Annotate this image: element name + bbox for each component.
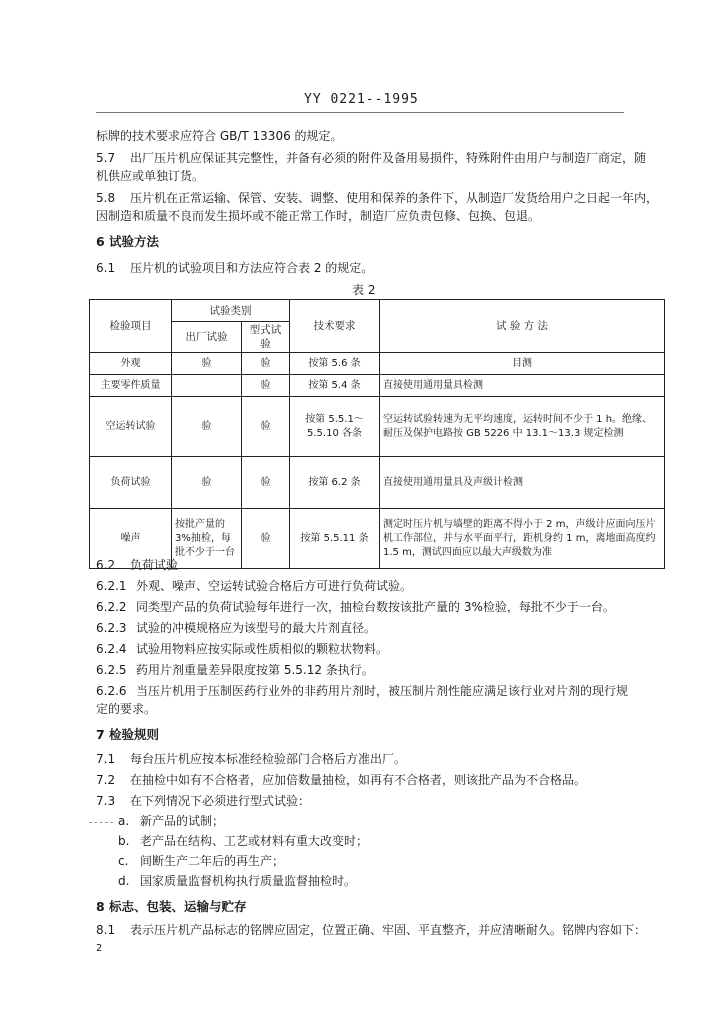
clause-7-3: [96, 793, 310, 809]
clause-6-2-6-line1: [96, 683, 628, 699]
clause-text: 出厂压片机应保证其完整性，并备有必须的附件及备用易损件，特殊附件由用户与制造厂商定，随: [130, 151, 647, 165]
clause-6-2-6-line2: 定的要求。: [96, 702, 157, 716]
cell-requirement: 按第 6.2 条: [290, 457, 380, 509]
clause-text: 同类型产品的负荷试验每年进行一次，抽检台数按该批产量的 3%检验，每批不少于一台。: [136, 600, 615, 614]
clause-number: 6.2.3: [96, 621, 127, 635]
cell-method: 空运转试验转速为无平均速度，运转时间不少于 1 h。绝缘、耐压及保护电路按 GB 5226 中 13.1～13.3 规定检测: [380, 397, 665, 457]
clause-7-2: [96, 772, 586, 788]
clause-6-2-5: [96, 662, 374, 678]
table-row: [90, 353, 665, 375]
clause-number: 7.2: [96, 773, 116, 787]
line-nameplate-req: 标牌的技术要求应符合 GB/T 13306 的规定。: [96, 129, 343, 143]
clause-text: 每台压片机应按本标准经检验部门合格后方准出厂。: [130, 752, 407, 766]
header-type-test: 型式试验: [242, 322, 290, 353]
cell-factory: 验: [172, 353, 242, 375]
clause-6-2-title: [96, 557, 178, 573]
clause-6-2-3: [96, 620, 376, 636]
case-text: 新产品的试制；: [140, 814, 225, 828]
clause-text: 试验用物料应按实际或性质相似的颗粒状物料。: [136, 642, 389, 656]
clause-8-1: [96, 922, 646, 938]
cell-factory: 按批产量的 3%抽检，每批不少于一台: [172, 509, 242, 569]
clause-number: 6.2.2: [96, 600, 127, 614]
cell-item: 噪声: [90, 509, 172, 569]
clause-6-2-4: [96, 641, 388, 657]
clause-text: 当压片机用于压制医药行业外的非药用片剂时，被压制片剂性能应满足该行业对片剂的现行规: [136, 684, 629, 698]
standard-number-header: YY 0221--1995: [304, 92, 419, 107]
clause-number: 6.2: [96, 558, 116, 572]
clause-number: 6.2.6: [96, 684, 127, 698]
clause-number: 6.2.4: [96, 642, 127, 656]
header-rule: [96, 112, 624, 113]
clause-6-2-2: [96, 599, 615, 615]
case-label: b.: [118, 834, 130, 848]
clause-number: 6.2.5: [96, 663, 127, 677]
page-number: 2: [96, 943, 103, 954]
clause-number: 5.8: [96, 191, 116, 205]
clause-number: 6.2.1: [96, 579, 127, 593]
section-6-title: 6 试验方法: [96, 234, 160, 249]
cell-method: 目测: [380, 353, 665, 375]
cell-factory: 验: [172, 397, 242, 457]
header-factory-test: 出厂试验: [172, 322, 242, 353]
cell-method: 直接使用通用量具检测: [380, 375, 665, 397]
clause-6-1: [96, 260, 373, 276]
cell-factory: [172, 375, 242, 397]
header-method: 试 验 方 法: [380, 300, 665, 353]
section-8-title: 8 标志、包装、运输与贮存: [96, 899, 247, 914]
clause-text: 表示压片机产品标志的铭牌应固定，位置正确、牢固、平直整齐，并应清晰耐久。铭牌内容如下：: [130, 923, 647, 937]
clause-text: 试验的冲模规格应为该型号的最大片剂直径。: [136, 621, 377, 635]
clause-number: 7.3: [96, 794, 116, 808]
clause-text: 压片机在正常运输、保管、安装、调整、使用和保养的条件下，从制造厂发货给用户之日起一年内，: [130, 191, 659, 205]
table-row: [90, 457, 665, 509]
table-row: [90, 375, 665, 397]
cell-item: 负荷试验: [90, 457, 172, 509]
cell-method: 直接使用通用量具及声级计检测: [380, 457, 665, 509]
cell-typetest: 验: [242, 509, 290, 569]
case-text: 国家质量监督机构执行质量监督抽检时。: [140, 874, 357, 888]
cell-requirement: 按第 5.4 条: [290, 375, 380, 397]
cell-typetest: 验: [242, 353, 290, 375]
clause-text: 在下列情况下必须进行型式试验：: [130, 794, 311, 808]
clause-text: 在抽检中如有不合格者，应加倍数量抽检，如再有不合格者，则该批产品为不合格品。: [130, 773, 587, 787]
case-label: c.: [118, 854, 129, 868]
cell-item: 外观: [90, 353, 172, 375]
clause-7-1: [96, 751, 406, 767]
clause-text: 压片机的试验项目和方法应符合表 2 的规定。: [130, 261, 374, 275]
cell-requirement: 按第 5.5.11 条: [290, 509, 380, 569]
case-text: 间断生产二年后的再生产；: [140, 854, 285, 868]
header-requirement: 技术要求: [290, 300, 380, 353]
table-caption: 表 2: [352, 283, 376, 297]
case-label: a.: [118, 814, 130, 828]
case-a: [118, 813, 224, 829]
cell-item: 空运转试验: [90, 397, 172, 457]
cell-factory: 验: [172, 457, 242, 509]
section-7-title: 7 检验规则: [96, 727, 160, 742]
case-b: [118, 833, 368, 849]
clause-number: 5.7: [96, 151, 116, 165]
case-d: [118, 873, 356, 889]
cell-typetest: 验: [242, 397, 290, 457]
clause-5-7-line1: [96, 150, 646, 166]
clause-text: 药用片剂重量差异限度按第 5.5.12 条执行。: [136, 663, 374, 677]
clause-text: 负荷试验: [130, 558, 179, 572]
clause-5-8-line2: 因制造和质量不良而发生损坏或不能正常工作时，制造厂应负责包修、包换、包退。: [96, 209, 541, 223]
cell-requirement: 按第 5.6 条: [290, 353, 380, 375]
case-text: 老产品在结构、工艺或材料有重大改变时；: [140, 834, 369, 848]
header-item: 检验项目: [90, 300, 172, 353]
cell-requirement: 按第 5.5.1～5.5.10 各条: [290, 397, 380, 457]
case-label: d.: [118, 874, 130, 888]
clause-5-7-line2: 机供应或单独订货。: [96, 169, 205, 183]
case-c: [118, 853, 284, 869]
clause-text: 外观、噪声、空运转试验合格后方可进行负荷试验。: [136, 579, 413, 593]
table-row: [90, 397, 665, 457]
test-method-table: [89, 299, 665, 569]
cell-item: 主要零件质量: [90, 375, 172, 397]
clause-5-8-line1: [96, 190, 658, 206]
cell-method: 测定时压片机与墙壁的距离不得小于 2 m，声级计应面向压片机工作部位，并与水平面平行，距机身约 1 m，离地面高度约 1.5 m，测试四面应以最大声级数为准: [380, 509, 665, 569]
clause-number: 8.1: [96, 923, 116, 937]
cell-typetest: 验: [242, 457, 290, 509]
clause-number: 6.1: [96, 261, 116, 275]
header-test-type: 试验类别: [172, 300, 290, 322]
clause-6-2-1: [96, 578, 412, 594]
clause-number: 7.1: [96, 752, 116, 766]
cell-typetest: 验: [242, 375, 290, 397]
scan-mark: [89, 822, 113, 823]
